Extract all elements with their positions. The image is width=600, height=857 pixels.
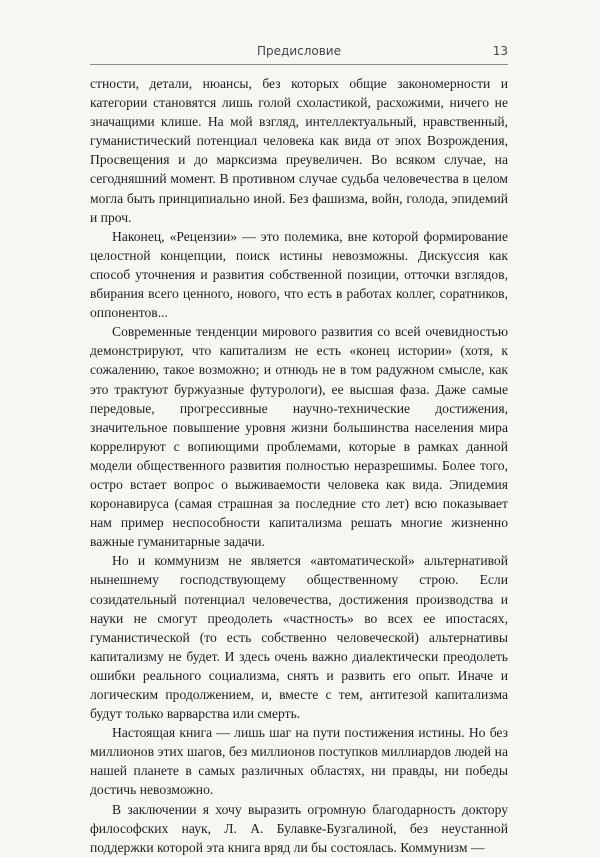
paragraph-continuation: стности, детали, нюансы, без которых общие закономерности и категории становятся лишь голой схоластикой, расхожими, ничего не значащими клише. На мой взгляд, интеллектуальный, нравственный, гуманистический потенциал человека как вида от эпох Возрождения, Просвещения и до марксизма преувеличен. Во всяком случае, на сегодняшний момент. В противном случае судьба человечества в целом могла быть принципиально иной. Без фашизма, войн, голода, эпидемий и проч. (90, 76, 508, 225)
running-title: Предисловие (257, 44, 341, 58)
body-text (90, 74, 508, 857)
paragraph-reviews: Наконец, «Рецензии» — это полемика, вне которой формирование целостной концепции, поиск истины невозможны. Дискуссия как способ уточнения и развития собственной позиции, отточки взглядов, вбирания всего ценного, нового, что есть в работах коллег, соратников, оппонентов... (90, 228, 508, 321)
paragraph-step-to-truth: Настоящая книга — лишь шаг на пути постижения истины. Но без миллионов этих шагов, без миллионов поступков миллиардов людей на нашей планете в самых различных областях, ни правды, ни победы достичь невозможно. (90, 725, 508, 798)
page-number: 13 (492, 44, 508, 58)
header-rule (90, 64, 508, 65)
paragraph-communism-alternative: Но и коммунизм не является «автоматической» альтернативой нынешнему господствующему общественному строю. Если созидательный потенциал человечества, достижения производства и науки не смогут преодолеть «частность» во всех ее ипостасях, гуманистической (то есть собственно человеческой) альтернативы капитализму не будет. И здесь очень важно диалектически преодолеть ошибки реального социализма, снять и развить его опыт. Иначе и логическим продолжением, и, вместе с тем, антитезой капитализма будут только варварства или смерть. (90, 553, 508, 722)
paragraph-world-trends: Современные тенденции мирового развития со всей очевидностью демонстрируют, что капитализм не есть «конец истории» (хотя, к сожалению, такое возможно; и отнюдь не в том радужном смысле, как это трактуют буржуазные футурологи), ее высшая фаза. Даже самые передовые, прогрессивные научно-технические достижения, значительное повышение уровня жизни большинства населения мира коррелируют с вопиющими проблемами, которые в рамках данной модели общественного развития полностью неразрешимы. Более того, остро встает вопрос о выживаемости человека как вида. Эпидемия коронавируса (самая страшная за последние сто лет) всю показывает нам пример неспособности капитализма решать многие жизненно важные гуманитарные задачи. (90, 324, 508, 550)
paragraph-acknowledgement: В заключении я хочу выразить огромную благодарность доктору философских наук, Л. А. Булавке-Бузгалиной, без неустанной поддержки которой эта книга вряд ли бы состоялась. Коммунизм — (90, 801, 508, 855)
running-head (90, 44, 508, 64)
